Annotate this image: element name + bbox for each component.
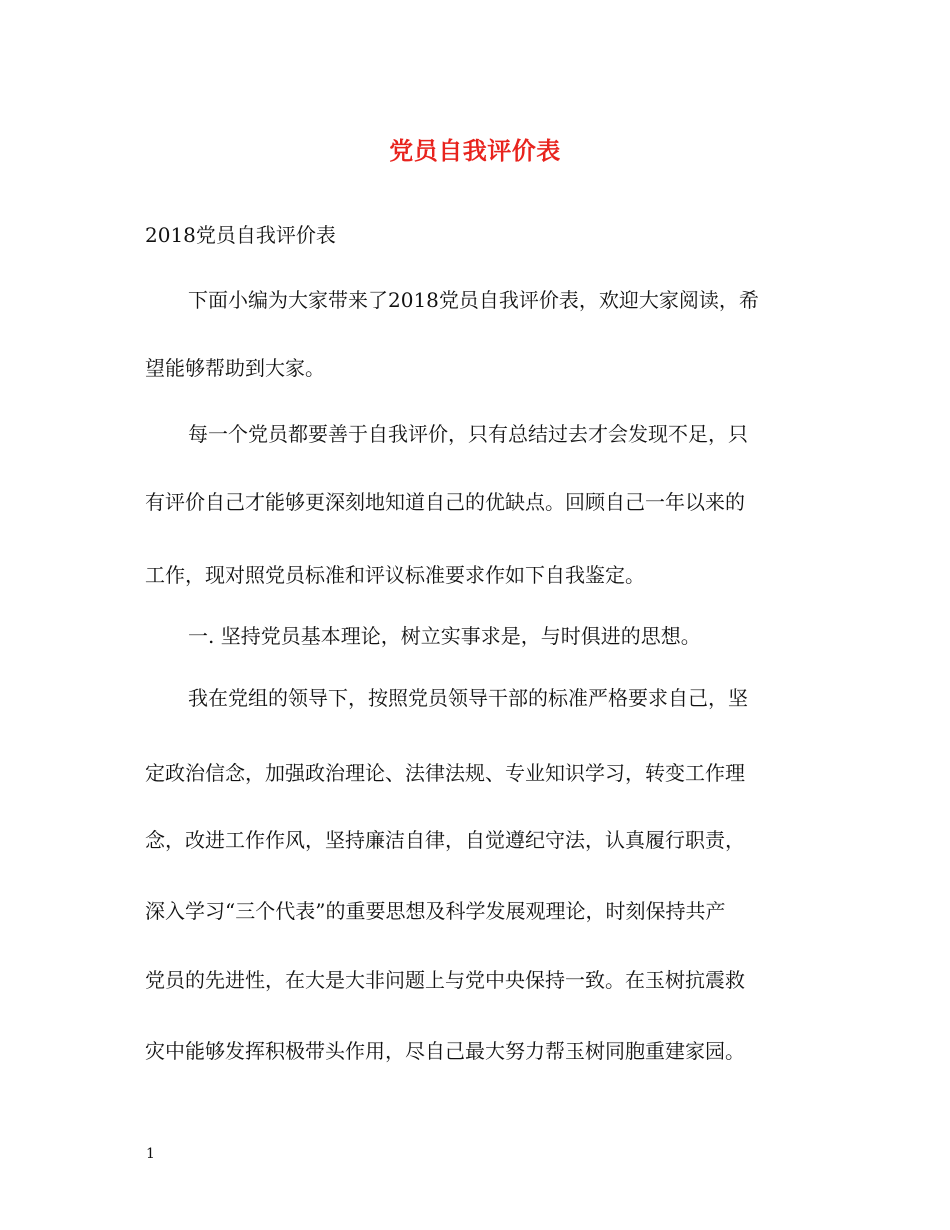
paragraph-line: 工作，现对照党员标准和评议标准要求作如下自我鉴定。 (145, 563, 645, 587)
document-subtitle: 2018党员自我评价表 (145, 223, 336, 247)
paragraph-line: 望能够帮助到大家。 (145, 356, 325, 380)
paragraph-line: 深入学习“三个代表”的重要思想及科学发展观理论，时刻保持共产 (145, 899, 726, 923)
paragraph-line: 下面小编为大家带来了2018党员自我评价表，欢迎大家阅读，希 (188, 288, 759, 312)
section-heading: 一. 坚持党员基本理论，树立实事求是，与时俱进的思想。 (188, 624, 701, 648)
paragraph-line: 我在党组的领导下，按照党员领导干部的标准严格要求自己，坚 (188, 686, 748, 710)
paragraph-line: 党员的先进性，在大是大非问题上与党中央保持一致。在玉树抗震救 (145, 968, 745, 992)
paragraph-line: 每一个党员都要善于自我评价，只有总结过去才会发现不足，只 (188, 422, 748, 446)
page-number: 1 (146, 1146, 155, 1162)
document-title: 党员自我评价表 (389, 136, 561, 165)
paragraph-line: 念，改进工作作风，坚持廉洁自律，自觉遵纪守法，认真履行职责， (145, 828, 745, 852)
paragraph-line: 灾中能够发挥积极带头作用，尽自己最大努力帮玉树同胞重建家园。 (145, 1039, 745, 1063)
paragraph-line: 有评价自己才能够更深刻地知道自己的优缺点。回顾自己一年以来的 (145, 490, 745, 514)
paragraph-line: 定政治信念，加强政治理论、法律法规、专业知识学习，转变工作理 (145, 761, 745, 785)
